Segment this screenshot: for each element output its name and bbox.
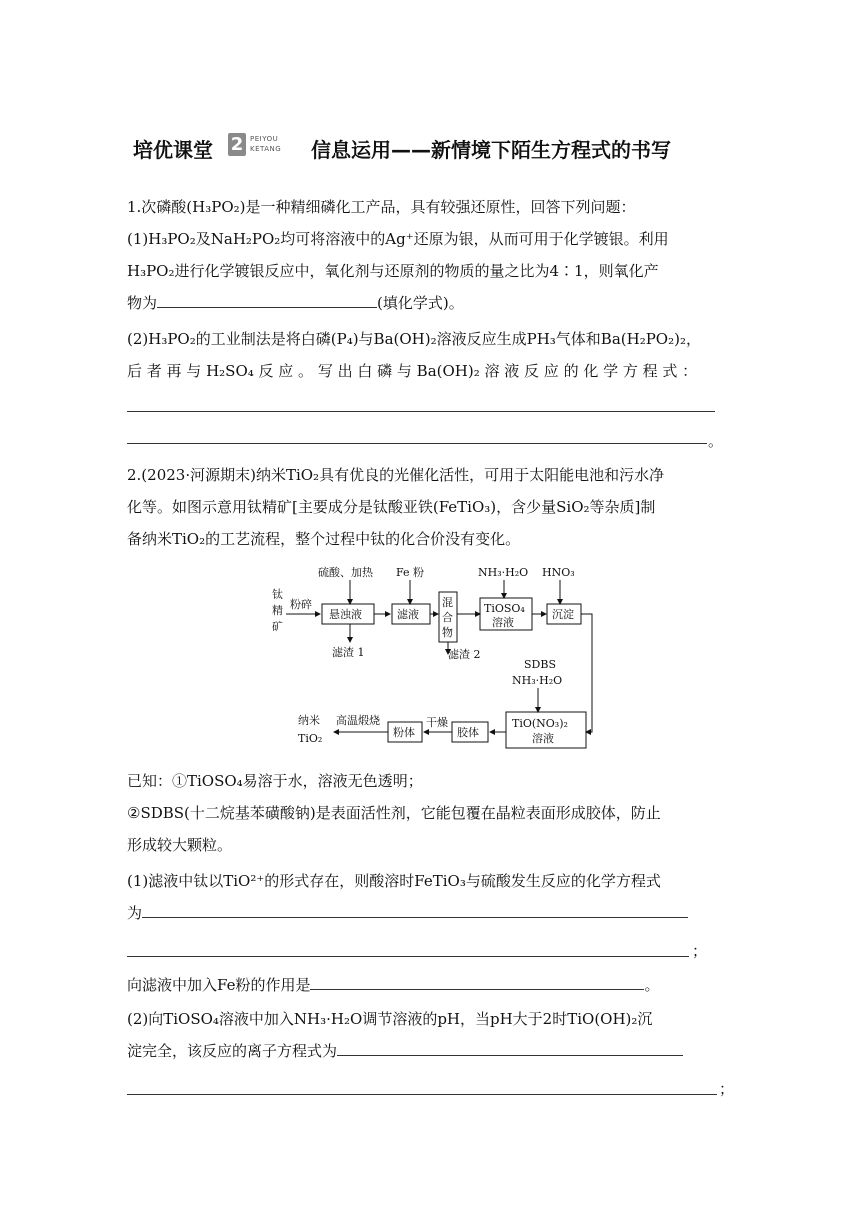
answer-line-q1-eq-2[interactable]	[127, 443, 707, 444]
label-precipitate: 沉淀	[552, 608, 574, 621]
q1-p1-line1: (1)H₃PO₂及NaH₂PO₂均可将溶液中的Ag⁺还原为银，从而可用于化学镀银。利用	[127, 230, 669, 248]
q2-s2-semicolon: ；	[719, 1080, 735, 1098]
q1-p1-line3-pre: 物为	[127, 294, 158, 312]
process-flow-diagram	[262, 562, 602, 754]
q2-s1-line1: (1)滤液中钛以TiO²⁺的形式存在，则酸溶时FeTiO₃与硫酸发生反应的化学方程式	[127, 872, 661, 890]
q2-s1-fe-period: 。	[644, 976, 660, 994]
q1-p1-line3-post: (填化学式)。	[377, 294, 464, 312]
q1-p2-line1: (2)H₃PO₂的工业制法是将白磷(P₄)与Ba(OH)₂溶液反应生成PH₃气体和Ba(H₂PO₂)₂，	[127, 330, 701, 348]
label-crush: 粉碎	[290, 598, 312, 611]
q2-known-2-line2: 形成较大颗粒。	[127, 836, 233, 854]
residue-1: 滤渣 1	[332, 646, 365, 659]
section-title	[133, 130, 773, 166]
q2-s2-line1: (2)向TiOSO₄溶液中加入NH₃·H₂O调节溶液的pH，当pH大于2时TiO(OH)₂沉	[127, 1010, 653, 1028]
raw-material-1: 钛	[272, 588, 283, 601]
q1-end-mark: 。	[708, 432, 724, 450]
tino3-line1: TiO(NO₃)₂	[512, 717, 568, 730]
badge-number: 2	[228, 133, 246, 156]
q2-s1-fe-line	[127, 974, 739, 996]
reagent-fe: Fe 粉	[396, 566, 425, 579]
q2-s1-fe-pre: 向滤液中加入Fe粉的作用是	[127, 976, 311, 994]
title-left: 培优课堂	[133, 138, 213, 162]
logo-text	[250, 134, 281, 154]
mixture-2: 合	[442, 611, 453, 624]
label-colloid: 胶体	[457, 726, 479, 739]
q1-p1-line2: H₃PO₂进行化学镀银反应中，氧化剂与还原剂的物质的量之比为4∶1，则氧化产	[127, 262, 659, 280]
label-powder: 粉体	[393, 726, 415, 739]
label-filtrate: 滤液	[397, 608, 419, 621]
q2-known-1: 已知：①TiOSO₄易溶于水，溶液无色透明；	[127, 772, 423, 790]
reagent-acid: 硫酸、加热	[318, 566, 373, 579]
q1-p2-line2: 后 者 再 与 H₂SO₄ 反 应 。 写 出 白 磷 与 Ba(OH)₂ 溶 液 反 应 的 化 学 方 程 式 ：	[127, 362, 698, 380]
residue-2: 滤渣 2	[448, 648, 481, 661]
product-1: 纳米	[298, 714, 320, 727]
tino3-line2: 溶液	[532, 732, 554, 745]
q2-s1-line2	[127, 902, 739, 924]
q2-intro-line3: 备纳米TiO₂的工艺流程，整个过程中钛的化合价没有变化。	[127, 530, 521, 548]
answer-blank-q2-2-eq-a[interactable]	[337, 1041, 683, 1056]
q1-intro: 1.次磷酸(H₃PO₂)是一种精细磷化工产品，具有较强还原性，回答下列问题：	[127, 198, 636, 216]
mixture-1: 混	[442, 596, 453, 609]
tioso4-line1: TiOSO₄	[484, 602, 525, 615]
answer-blank-oxidation-product[interactable]	[157, 293, 377, 308]
tioso4-line2: 溶液	[492, 616, 514, 629]
answer-blank-q2-1-eq-a[interactable]	[142, 903, 688, 918]
reagent-nh3-2: NH₃·H₂O	[512, 674, 563, 687]
answer-blank-fe-role[interactable]	[310, 975, 644, 990]
logo-line-1: PEIYOU	[250, 135, 279, 143]
answer-blank-q2-1-eq-b[interactable]	[127, 956, 689, 957]
label-suspension: 悬浊液	[329, 608, 362, 621]
reagent-sdbs: SDBS	[524, 658, 556, 671]
reagent-nh3: NH₃·H₂O	[478, 566, 529, 579]
mixture-3: 物	[442, 626, 453, 639]
answer-blank-q2-2-eq-b[interactable]	[127, 1094, 717, 1095]
raw-material-2: 精	[272, 604, 283, 617]
q2-s2-line2	[127, 1040, 739, 1062]
q2-s1-line2-pre: 为	[127, 904, 143, 922]
product-2: TiO₂	[298, 732, 323, 745]
q2-s2-line2-pre: 淀完全，该反应的离子方程式为	[127, 1042, 338, 1060]
q2-known-2-line1: ②SDBS(十二烷基苯磺酸钠)是表面活性剂，它能包覆在晶粒表面形成胶体，防止	[127, 804, 661, 822]
logo-line-2: KETANG	[250, 145, 282, 153]
q2-s1-semicolon: ；	[692, 942, 708, 960]
q2-intro-line2: 化等。如图示意用钛精矿[主要成分是钛酸亚铁(FeTiO₃)，含少量SiO₂等杂质]制	[127, 498, 656, 516]
raw-material-3: 矿	[272, 620, 283, 633]
answer-line-q1-eq-1[interactable]	[127, 411, 715, 412]
reagent-hno3: HNO₃	[542, 566, 575, 579]
q1-p1-line3	[127, 292, 739, 314]
label-calcine: 高温煅烧	[336, 714, 380, 727]
title-right: 信息运用——新情境下陌生方程式的书写	[311, 138, 671, 162]
label-dry: 干燥	[426, 716, 448, 729]
q2-intro-line1: 2.(2023·河源期末)纳米TiO₂具有优良的光催化活性，可用于太阳能电池和污水净	[127, 466, 665, 484]
